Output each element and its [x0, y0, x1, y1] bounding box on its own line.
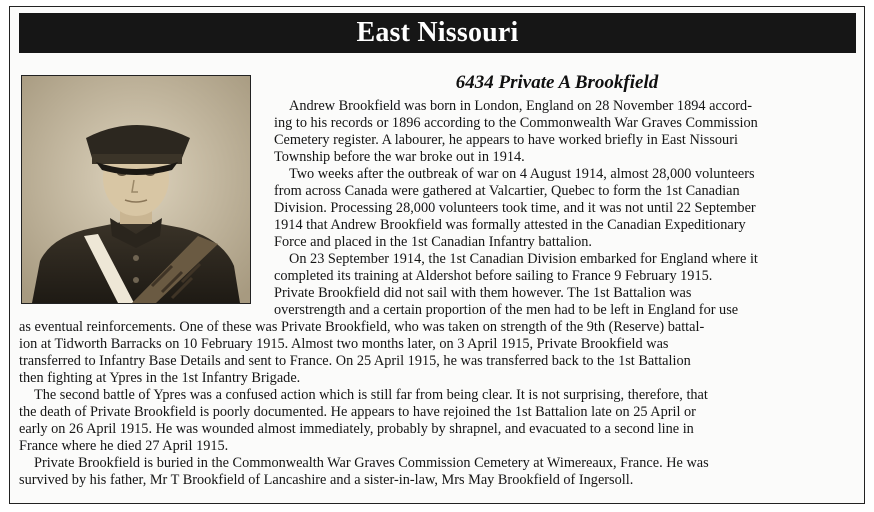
article-title: 6434 Private A Brookfield [455, 72, 659, 93]
text-line: completed its training at Aldershot before sailing to France 9 February 1915. [274, 268, 713, 284]
text-line: France where he died 27 April 1915. [19, 438, 229, 454]
text-line: as eventual reinforcements. One of these was Private Brookfield, who was taken on strength of the 9th (Reserve) battal- [19, 319, 705, 335]
soldier-portrait-image [22, 76, 250, 303]
text-line: Private Brookfield is buried in the Commonwealth War Graves Commission Cemetery at Wimereaux, France. He was [34, 455, 709, 471]
text-line: Cemetery register. A labourer, he appears to have worked briefly in East Nissouri [274, 132, 738, 148]
text-line: then fighting at Ypres in the 1st Infantry Brigade. [19, 370, 301, 386]
text-line: ing to his records or 1896 according to the Commonwealth War Graves Commission [274, 115, 758, 131]
text-line: Private Brookfield did not sail with them however. The 1st Battalion was [274, 285, 692, 301]
section-title: East Nissouri [356, 17, 519, 48]
text-line: Force and placed in the 1st Canadian Infantry battalion. [274, 234, 593, 250]
text-line: 1914 that Andrew Brookfield was formally attested in the Canadian Expeditionary [274, 217, 746, 233]
text-line: The second battle of Ypres was a confused action which is still far from being clear. It is not surprising, therefore, that [34, 387, 708, 403]
section-banner [19, 13, 856, 53]
text-line: transferred to Infantry Base Details and sent to France. On 25 April 1915, he was transferred back to the 1st Battalion [19, 353, 691, 369]
text-line: survived by his father, Mr T Brookfield of Lancashire and a sister-in-law, Mrs May Brookfield of Ingersoll. [19, 472, 634, 488]
portrait-photo [21, 75, 251, 304]
text-line: from across Canada were gathered at Valcartier, Quebec to form the 1st Canadian [274, 183, 740, 199]
text-line: ion at Tidworth Barracks on 10 February 1915. Almost two months later, on 3 April 1915, Private Brookfield was [19, 336, 669, 352]
text-line: Andrew Brookfield was born in London, England on 28 November 1894 accord- [289, 98, 752, 114]
text-line: the death of Private Brookfield is poorly documented. He appears to have rejoined the 1st Battalion late on 25 April or [19, 404, 696, 420]
text-line: overstrength and a certain proportion of the men had to be left in England for use [274, 302, 739, 318]
text-line: Township before the war broke out in 1914. [274, 149, 525, 165]
text-line: On 23 September 1914, the 1st Canadian Division embarked for England where it [289, 251, 758, 267]
text-line: Two weeks after the outbreak of war on 4 August 1914, almost 28,000 volunteers [289, 166, 755, 182]
text-line: Division. Processing 28,000 volunteers took time, and it was not until 22 September [274, 200, 756, 216]
text-line: early on 26 April 1915. He was wounded almost immediately, probably by shrapnel, and evacuated to a second line in [19, 421, 694, 437]
